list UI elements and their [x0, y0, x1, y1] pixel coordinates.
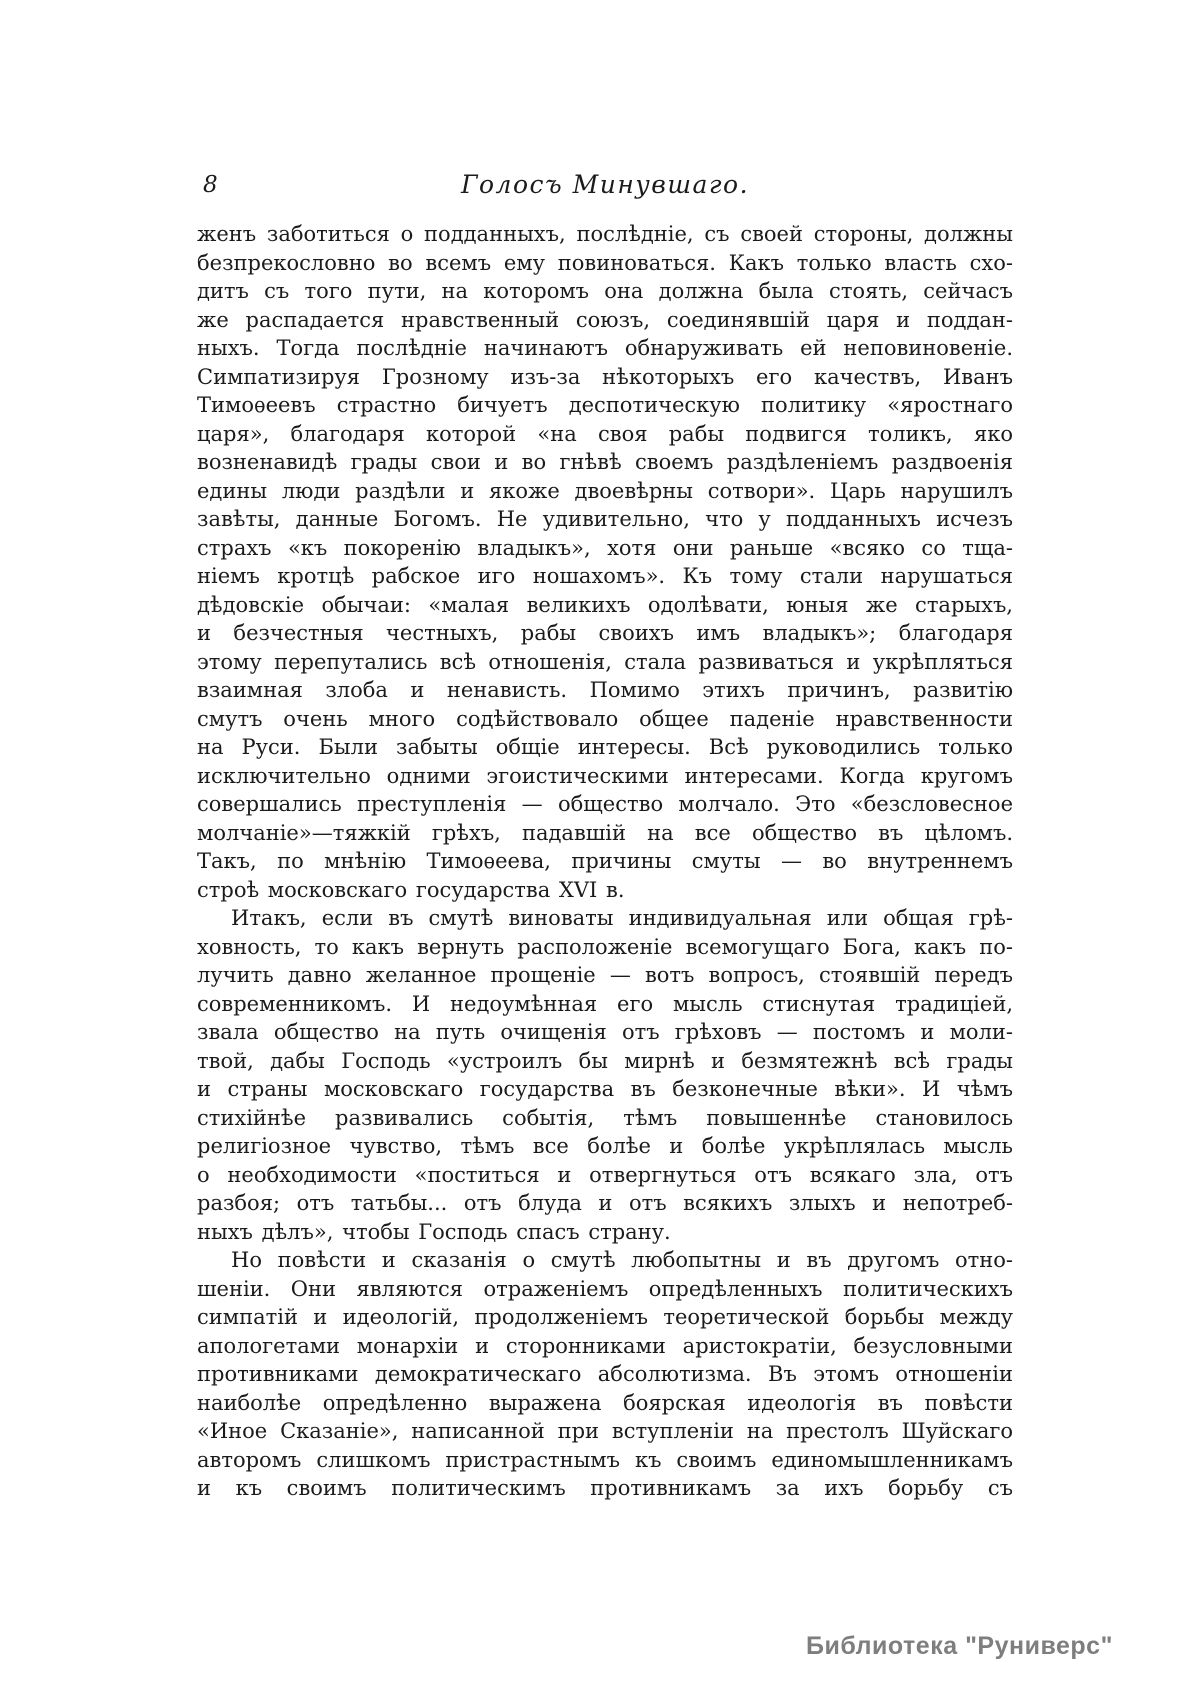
- text-line: и безчестныя честныхъ, рабы своихъ имъ владыкъ»; благодаря: [197, 621, 1013, 645]
- text-line: наиболѣе опредѣленно выражена боярская идеологія въ повѣсти: [197, 1390, 1013, 1415]
- text-line: возненавидѣ грады свои и во гнѣвѣ своемъ раздѣленіемъ раздвоенія: [197, 450, 1013, 474]
- page-body: [197, 220, 1013, 1503]
- text-line: смутъ очень много содѣйствовало общее паденіе нравственности: [197, 706, 1013, 731]
- text-line: современникомъ. И недоумѣнная его мысль стиснутая традиціей,: [197, 991, 1013, 1016]
- text-line: религіозное чувство, тѣмъ все болѣе и болѣе укрѣплялась мысль: [197, 1134, 1013, 1158]
- text-line: безпрекословно во всемъ ему повиноваться. Какъ только власть схо-: [197, 250, 1013, 275]
- text-line: ніемъ кротцѣ рабское иго ношахомъ». Къ тому стали нарушаться: [197, 564, 1013, 588]
- text-line: молчаніе»—тяжкій грѣхъ, падавшій на все общество въ цѣломъ.: [197, 820, 1013, 845]
- text-line: женъ заботиться о подданныхъ, послѣдніе, съ своей стороны, должны: [197, 222, 1013, 246]
- text-line: ныхъ. Тогда послѣдніе начинаютъ обнаруживать ей неповиновеніе.: [197, 336, 1013, 360]
- text-line: Итакъ, если въ смутѣ виноваты индивидуальная или общая грѣ-: [231, 906, 1013, 930]
- text-line: царя», благодаря которой «на своя рабы подвигся толикъ, яко: [197, 421, 1013, 446]
- text-line: дѣдовскіе обычаи: «малая великихъ одолѣвати, юныя же старыхъ,: [197, 592, 1013, 617]
- text-line: разбоя; отъ татьбы... отъ блуда и отъ всякихъ злыхъ и непотреб-: [197, 1191, 1013, 1215]
- text-line: же распадается нравственный союзъ, соединявшій царя и поддан-: [197, 307, 1013, 332]
- text-line: исключительно одними эгоистическими интересами. Когда кругомъ: [197, 763, 1013, 788]
- text-line: лучить давно желанное прощеніе — вотъ вопросъ, стоявшій передъ: [197, 963, 1013, 987]
- text-line: Но повѣсти и сказанія о смутѣ любопытны и въ другомъ отно-: [231, 1248, 1013, 1272]
- text-line: авторомъ слишкомъ пристрастнымъ къ своимъ единомышленникамъ: [197, 1447, 1013, 1472]
- text-line: взаимная злоба и ненависть. Помимо этихъ причинъ, развитію: [197, 678, 1013, 702]
- text-line: на Руси. Были забыты общіе интересы. Всѣ руководились только: [197, 735, 1013, 759]
- text-line: шеніи. Они являются отраженіемъ опредѣленныхъ политическихъ: [197, 1276, 1013, 1301]
- text-line: ныхъ дѣлъ», чтобы Господь спасъ страну.: [197, 1219, 671, 1244]
- running-title: Голосъ Минувшаго.: [460, 170, 750, 199]
- text-line: едины люди раздѣли и якоже двоевѣрны сотвори». Царь нарушилъ: [197, 478, 1013, 503]
- text-line: Такъ, по мнѣнію Тимоѳеева, причины смуты — во внутреннемъ: [197, 849, 1013, 873]
- text-line: симпатій и идеологій, продолженіемъ теоретической борьбы между: [197, 1305, 1013, 1329]
- page-header: [197, 170, 1013, 202]
- text-line: звала общество на путь очищенія отъ грѣховъ — постомъ и моли-: [197, 1020, 1013, 1044]
- text-line: противниками демократическаго абсолютизма. Въ этомъ отношеніи: [197, 1362, 1013, 1386]
- text-line: стихійнѣе развивались событія, тѣмъ повышеннѣе становилось: [197, 1105, 1013, 1130]
- text-line: дитъ съ того пути, на которомъ она должна была стоять, сейчасъ: [197, 279, 1013, 303]
- text-line: «Иное Сказаніе», написанной при вступленіи на престолъ Шуйскаго: [197, 1419, 1013, 1443]
- text-line: строѣ московскаго государства XVI в.: [197, 877, 625, 902]
- text-line: и страны московскаго государства въ безконечные вѣки». И чѣмъ: [197, 1077, 1013, 1101]
- text-line: и къ своимъ политическимъ противникамъ за ихъ борьбу съ: [197, 1476, 1013, 1500]
- text-line: этому перепутались всѣ отношенія, стала развиваться и укрѣпляться: [197, 649, 1013, 674]
- text-line: твой, дабы Господь «устроилъ бы мирнѣ и безмятежнѣ всѣ грады: [197, 1048, 1013, 1073]
- text-line: завѣты, данные Богомъ. Не удивительно, что у подданныхъ исчезъ: [197, 507, 1013, 531]
- text-line: о необходимости «поститься и отвергнуться отъ всякаго зла, отъ: [197, 1162, 1013, 1187]
- text-line: Тимоѳеевъ страстно бичуетъ деспотическую политику «яростнаго: [197, 393, 1013, 417]
- page-number: 8: [203, 172, 218, 198]
- text-line: апологетами монархіи и сторонниками аристократіи, безусловными: [197, 1333, 1013, 1358]
- text-line: страхъ «къ покоренію владыкъ», хотя они раньше «всяко со тща-: [197, 535, 1013, 560]
- text-line: совершались преступленія — общество молчало. Это «безсловесное: [197, 792, 1013, 816]
- text-line: ховность, то какъ вернуть расположеніе всемогущаго Бога, какъ по-: [197, 934, 1013, 959]
- library-watermark: Библиотека "Руниверс": [806, 1632, 1113, 1660]
- text-line: Симпатизируя Грозному изъ-за нѣкоторыхъ его качествъ, Иванъ: [197, 364, 1013, 389]
